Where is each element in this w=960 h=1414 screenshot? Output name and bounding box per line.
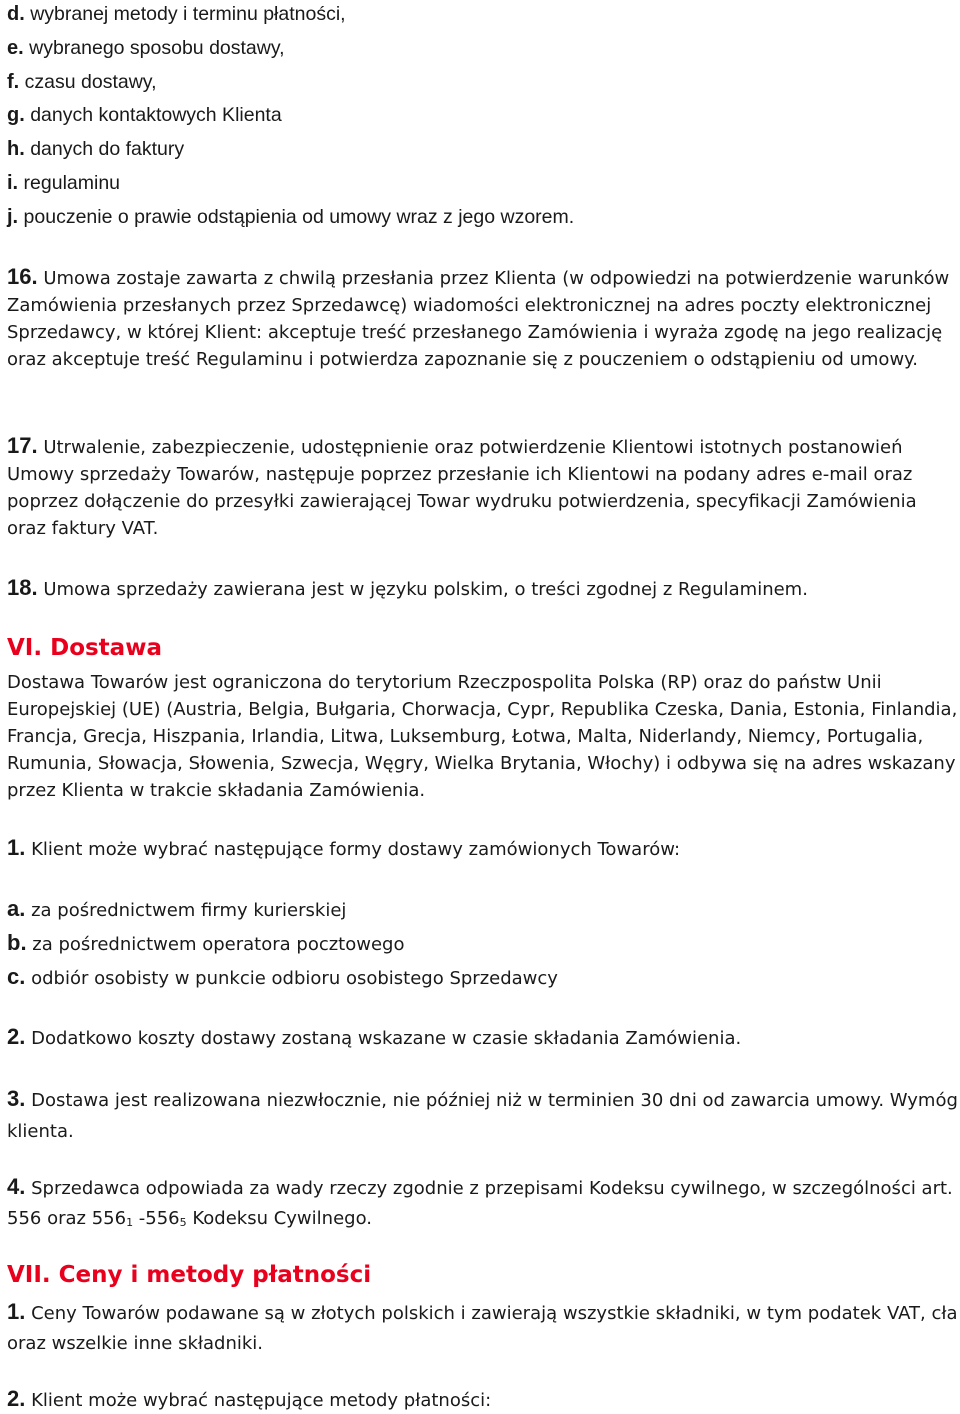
paragraph-text: -556	[133, 1208, 180, 1229]
paragraph-text: Dostawa jest realizowana niezwłocznie, nie później niż w terminien 30 dni od zawarcia umowy. Wymóg klienta.	[7, 1090, 958, 1142]
paragraph-text: Klient może wybrać następujące formy dostawy zamówionych Towarów:	[31, 839, 681, 860]
option-label: b.	[7, 930, 27, 955]
list-item	[7, 0, 956, 31]
paragraph-text: Klient może wybrać następujące metody płatności:	[31, 1390, 492, 1411]
paragraph-number: 3.	[7, 1086, 26, 1111]
option-text: odbiór osobisty w punkcie odbioru osobistego Sprzedawcy	[31, 968, 558, 989]
paragraph-number: 2.	[7, 1024, 26, 1049]
paragraph-text: Umowa zostaje zawarta z chwilą przesłania przez Klienta (w odpowiedzi na potwierdzenie warunków Zamówienia przesłanych przez Sprzedawcę) wiadomości elektronicznej na adres poczty elektronicznej Sprzedawcy, w której Klient: akceptuje treść przesłanego Zamówienia i wyraża zgodę na jego realizację oraz akceptuje treść Regulaminu i potwierdza zapoznanie się z pouczeniem o odstąpieniu od umowy.	[7, 268, 950, 370]
list-label: e.	[7, 37, 24, 59]
option-text: za pośrednictwem operatora pocztowego	[32, 934, 405, 955]
section-heading-prices: VII. Ceny i metody płatności	[7, 1262, 372, 1288]
list-label: i.	[7, 172, 19, 194]
paragraph-number: 17.	[7, 433, 38, 458]
list-label: d.	[7, 3, 25, 25]
list-item	[7, 98, 956, 132]
delivery-point-1	[7, 834, 958, 863]
delivery-point-4	[7, 1172, 958, 1238]
prices-point-2	[7, 1385, 958, 1414]
option-text: za pośrednictwem firmy kurierskiej	[31, 900, 347, 921]
list-item	[7, 200, 956, 234]
list-text: czasu dostawy,	[24, 71, 157, 93]
paragraph-number: 1.	[7, 835, 26, 860]
list-text: wybranej metody i terminu płatności,	[30, 3, 346, 25]
paragraph-text: Utrwalenie, zabezpieczenie, udostępnienie oraz potwierdzenie Klientowi istotnych postanowień Umowy sprzedaży Towarów, następuje poprzez przesłanie ich Klientowi na podany adres e-mail oraz poprzez dołączenie do przesyłki zawierającej Towar wydruku potwierdzenia, specyfikacji Zamówienia oraz faktury VAT.	[7, 437, 917, 539]
list-text: danych do faktury	[30, 138, 185, 160]
list-item	[7, 166, 956, 200]
list-item	[7, 65, 956, 99]
paragraph-number: 16.	[7, 264, 38, 289]
option-label: c.	[7, 964, 26, 989]
list-text: regulaminu	[23, 172, 121, 194]
paragraph-17	[7, 432, 958, 542]
prices-point-1	[7, 1297, 958, 1359]
list-label: f.	[7, 71, 20, 93]
paragraph-16	[7, 263, 958, 373]
delivery-point-2	[7, 1023, 958, 1052]
list-item	[7, 132, 956, 166]
paragraph-text: Sprzedawca odpowiada za wady rzeczy zgodnie z przepisami Kodeksu cywilnego, w szczególności art. 556 oraz 556	[7, 1178, 953, 1229]
subscript: 1	[126, 1216, 134, 1229]
paragraph-text: Dostawa Towarów jest ograniczona do terytorium Rzeczpospolita Polska (RP) oraz do państw Unii Europejskiej (UE) (Austria, Belgia, Bułgaria, Chorwacja, Cypr, Republika Czeska, Dania, Estonia, Finlandia, Francja, Grecja, Hiszpania, Irlandia, Litwa, Luksemburg, Łotwa, Malta, Niderlandy, Niemcy, Portugalia, Rumunia, Słowacja, Słowenia, Szwecja, Węgry, Wielka Brytania, Włochy) i odbywa się na adres wskazany przez Klienta w trakcie składania Zamówienia.	[7, 672, 958, 801]
delivery-option	[7, 929, 958, 958]
paragraph-text: Umowa sprzedaży zawierana jest w języku polskim, o treści zgodnej z Regulaminem.	[43, 579, 808, 600]
paragraph-number: 2.	[7, 1386, 26, 1411]
option-label: a.	[7, 896, 26, 921]
paragraph-number: 18.	[7, 575, 38, 600]
list-label: j.	[7, 206, 19, 228]
list-item	[7, 31, 956, 65]
subscript: 5	[179, 1216, 187, 1229]
list-label: h.	[7, 138, 25, 160]
paragraph-text: Ceny Towarów podawane są w złotych polskich i zawierają wszystkie składniki, w tym podatek VAT, cła oraz wszelkie inne składniki.	[7, 1303, 958, 1354]
paragraph-number: 1.	[7, 1299, 26, 1324]
delivery-intro	[7, 669, 958, 804]
paragraph-text: Kodeksu Cywilnego.	[186, 1208, 372, 1229]
paragraph-number: 4.	[7, 1174, 26, 1199]
paragraph-text: Dodatkowo koszty dostawy zostaną wskazane w czasie składania Zamówienia.	[31, 1028, 742, 1049]
list-text: pouczenie o prawie odstąpienia od umowy wraz z jego wzorem.	[23, 206, 575, 228]
delivery-option	[7, 895, 958, 924]
list-text: wybranego sposobu dostawy,	[29, 37, 285, 59]
delivery-option	[7, 963, 958, 992]
paragraph-18	[7, 574, 958, 603]
delivery-point-3	[7, 1083, 958, 1147]
section-heading-delivery: VI. Dostawa	[7, 635, 162, 661]
list-text: danych kontaktowych Klienta	[30, 104, 282, 126]
list-label: g.	[7, 104, 25, 126]
